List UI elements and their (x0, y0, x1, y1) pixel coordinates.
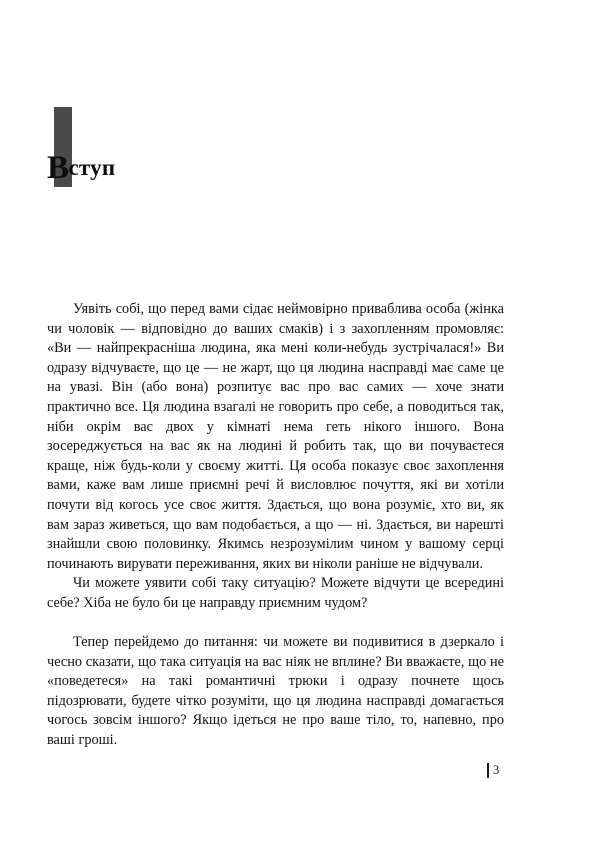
chapter-title-dropcap: В (47, 150, 69, 186)
page-folio (487, 762, 499, 778)
page-number: 3 (493, 762, 500, 777)
folio-rule-decoration (487, 763, 489, 778)
chapter-heading-block (47, 107, 507, 202)
page-title (47, 149, 116, 186)
body-text (47, 300, 504, 751)
paragraph-1: Уявіть собі, що перед вами сідає неймовірно приваблива особа (жінка чи чоловік — відповідно до ваших смаків) і з захопленням промовляє: «Ви — найпрекрасніша людина, яка мені коли-небудь зустрічалася!» Ви одразу відчуваєте, що це — не жарт, що ця людина насправді має саме це на увазі. Він (або вона) розпитує вас про вас самих — хоче знати практично все. Ця людина взагалі не говорить про себе, а поводиться так, ніби окрім вас двох у кімнаті нема геть нікого іншого. Вона зосереджується на вас як на людині й робить так, що ви почуваєтеся краще, ніж будь-коли у своєму житті. Ця особа показує своє захоплення вами, каже вам лише приємні речі й висловлює почуття, які ви хотіли почути від когось усе своє життя. Здається, що вона розуміє, хто ви, як вам зараз живеться, що вам подобається, а що — ні. Здається, ви нарешті знайшли свою половинку. Якимсь незрозумілим чином у вашому серці починають вирувати переживання, яких ви ніколи раніше не відчували. (47, 301, 504, 572)
paragraph-2: Чи можете уявити собі таку ситуацію? Можете відчути це всередині себе? Хіба не було би це направду приємним чудом? (47, 575, 504, 611)
paragraph-3: Тепер перейдемо до питання: чи можете ви подивитися в дзеркало і чесно сказати, що така ситуація на вас ніяк не вплине? Ви вважаєте, що не «поведетеся» на такі романтичні трюки і одразу почнете щось підозрювати, будете чітко розуміти, що ця людина насправді домагається чогось зовсім іншого? Якщо ідеться не про ваше тіло, то, напевно, про ваші гроші. (47, 634, 504, 749)
chapter-title-rest: ступ (68, 155, 116, 180)
